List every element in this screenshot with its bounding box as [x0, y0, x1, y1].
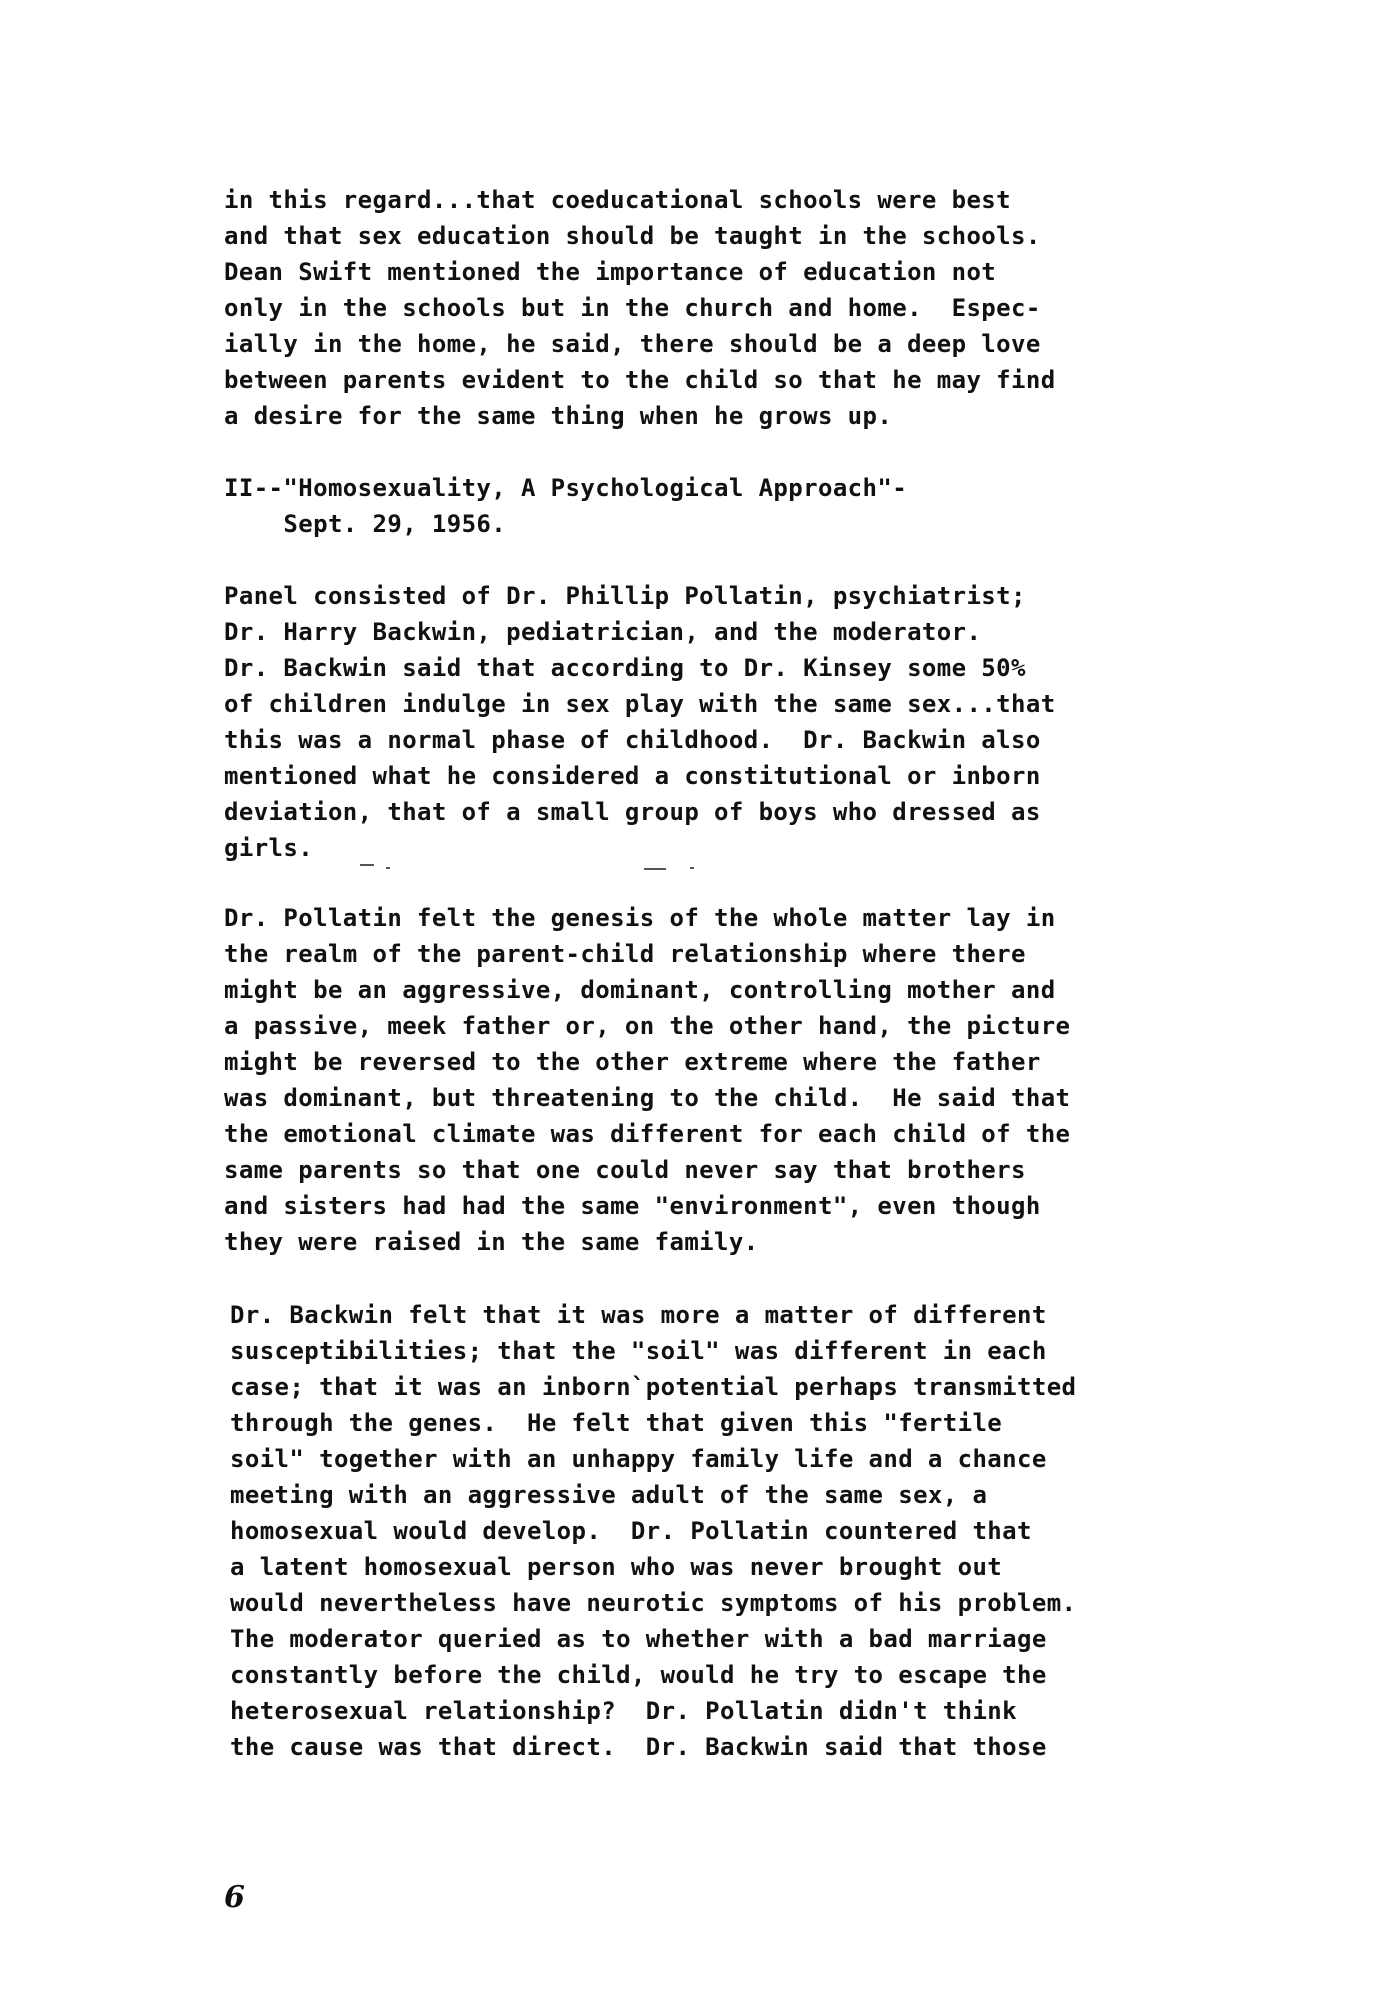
paragraph-backwin [230, 1297, 1230, 1765]
text-line: homosexual would develop. Dr. Pollatin countered that [230, 1517, 1032, 1545]
text-line: and that sex education should be taught in the schools. [224, 222, 1041, 250]
text-line: a passive, meek father or, on the other hand, the picture [224, 1012, 1071, 1040]
text-line: soil" together with an unhappy family life and a chance [230, 1445, 1047, 1473]
scan-speck [690, 867, 694, 869]
text-line: Dr. Harry Backwin, pediatrician, and the moderator. [224, 618, 982, 646]
text-line: was dominant, but threatening to the child. He said that [224, 1084, 1071, 1112]
text-line: and sisters had had the same "environment", even though [224, 1192, 1041, 1220]
scan-specks [360, 862, 740, 872]
text-line: only in the schools but in the church and home. Espec- [224, 294, 1041, 322]
text-line: Dr. Backwin felt that it was more a matter of different [230, 1301, 1047, 1329]
text-line: same parents so that one could never say that brothers [224, 1156, 1026, 1184]
page-number: 6 [224, 1880, 245, 1915]
text-line: deviation, that of a small group of boys who dressed as [224, 798, 1041, 826]
text-line: through the genes. He felt that given this "fertile [230, 1409, 1003, 1437]
text-line: ially in the home, he said, there should be a deep love [224, 330, 1041, 358]
heading-title-line: II--"Homosexuality, A Psychological Approach"- [224, 474, 908, 502]
text-line: might be reversed to the other extreme where the father [224, 1048, 1041, 1076]
text-line: in this regard...that coeducational schools were best [224, 186, 1012, 214]
text-line: a desire for the same thing when he grows up. [224, 402, 893, 430]
text-line: the realm of the parent-child relationship where there [224, 940, 1026, 968]
text-line: meeting with an aggressive adult of the same sex, a [230, 1481, 988, 1509]
text-line: Dean Swift mentioned the importance of education not [224, 258, 997, 286]
text-line: would nevertheless have neurotic symptoms of his problem. [230, 1589, 1077, 1617]
text-line: of children indulge in sex play with the same sex...that [224, 690, 1056, 718]
scan-speck [386, 867, 390, 869]
text-line: Panel consisted of Dr. Phillip Pollatin, psychiatrist; [224, 582, 1026, 610]
text-line: Dr. Pollatin felt the genesis of the whole matter lay in [224, 904, 1056, 932]
text-line: girls. [224, 834, 314, 862]
text-line: this was a normal phase of childhood. Dr. Backwin also [224, 726, 1041, 754]
text-line: The moderator queried as to whether with a bad marriage [230, 1625, 1047, 1653]
paragraph-pollatin [224, 900, 1224, 1260]
scan-speck [644, 868, 666, 870]
text-line: case; that it was an inborn`potential perhaps transmitted [230, 1373, 1077, 1401]
scan-speck [360, 864, 374, 866]
text-line: mentioned what he considered a constitutional or inborn [224, 762, 1041, 790]
text-line: constantly before the child, would he try to escape the [230, 1661, 1047, 1689]
text-line: the cause was that direct. Dr. Backwin said that those [230, 1733, 1047, 1761]
text-line: Dr. Backwin said that according to Dr. Kinsey some 50% [224, 654, 1026, 682]
text-line: the emotional climate was different for each child of the [224, 1120, 1071, 1148]
paragraph-panel [224, 578, 1224, 866]
paragraph-coeducation [224, 182, 1224, 434]
section-heading [224, 470, 1224, 542]
text-line: between parents evident to the child so that he may find [224, 366, 1056, 394]
text-line: might be an aggressive, dominant, controlling mother and [224, 976, 1056, 1004]
text-line: a latent homosexual person who was never brought out [230, 1553, 1003, 1581]
text-line: heterosexual relationship? Dr. Pollatin didn't think [230, 1697, 1018, 1725]
text-line: susceptibilities; that the "soil" was different in each [230, 1337, 1047, 1365]
text-line: they were raised in the same family. [224, 1228, 759, 1256]
heading-date-line: Sept. 29, 1956. [224, 510, 507, 538]
